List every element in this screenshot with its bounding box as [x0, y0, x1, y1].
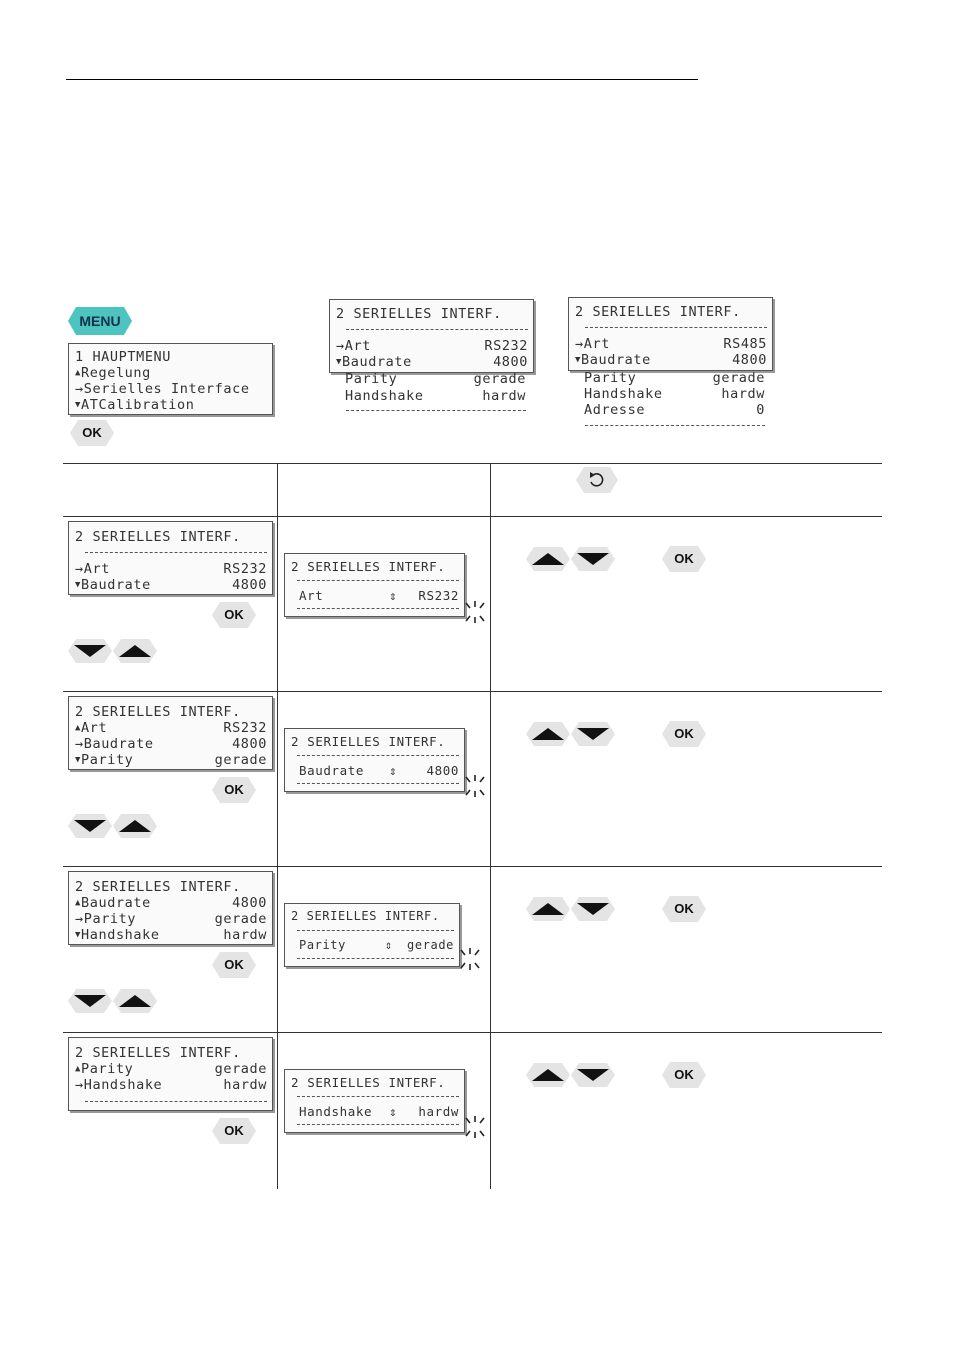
param-value: gerade	[712, 370, 765, 386]
table-border	[63, 866, 882, 867]
param-value: 4800	[232, 736, 267, 752]
updown-icon: ⇕	[389, 588, 398, 603]
cursor-arrow-icon: →	[75, 911, 84, 927]
cursor-arrow-icon: →	[75, 1077, 84, 1093]
blink-icon	[462, 599, 488, 625]
screen-title: 2 SERIELLES INTERF.	[75, 529, 241, 545]
param-value: 4800	[232, 577, 267, 593]
param-value: 4800	[426, 763, 459, 778]
ok-button-label: OK	[674, 551, 694, 566]
ok-button[interactable]	[70, 420, 114, 446]
table-border	[63, 691, 882, 692]
scroll-up-icon: ▲	[75, 1064, 82, 1074]
scroll-up-icon: ▲	[75, 368, 82, 378]
param-label: Baudrate	[299, 763, 365, 778]
menu-button-label: MENU	[79, 313, 121, 329]
ok-button-label: OK	[224, 782, 244, 797]
ok-button[interactable]	[662, 546, 706, 572]
down-button[interactable]	[571, 722, 615, 746]
param-value: hardw	[418, 1104, 459, 1119]
down-button[interactable]	[68, 814, 112, 838]
ok-button-label: OK	[224, 607, 244, 622]
ok-button[interactable]	[212, 1118, 256, 1144]
ok-button[interactable]	[662, 721, 706, 747]
ok-button-label: OK	[674, 726, 694, 741]
param-value: gerade	[473, 371, 526, 387]
param-value: 4800	[232, 895, 267, 911]
param-label: Adresse	[584, 402, 646, 418]
ok-button[interactable]	[662, 896, 706, 922]
scroll-up-icon: ▲	[75, 723, 82, 733]
down-button[interactable]	[571, 547, 615, 571]
blink-icon	[462, 773, 488, 799]
up-button[interactable]	[526, 1063, 570, 1087]
param-label: Art	[81, 720, 108, 736]
screen-title: 2 SERIELLES INTERF.	[291, 909, 440, 923]
param-label: Art	[344, 338, 371, 354]
param-value: hardw	[482, 388, 526, 404]
main-menu-title: 1 HAUPTMENU	[75, 349, 172, 365]
up-button[interactable]	[526, 722, 570, 746]
param-value: gerade	[214, 752, 267, 768]
cursor-arrow-icon: →	[575, 336, 584, 352]
scroll-down-icon: ▼	[75, 755, 82, 765]
down-button[interactable]	[571, 1063, 615, 1087]
param-value: hardw	[223, 927, 267, 943]
serial-interface-screen-rs232	[329, 299, 534, 373]
cursor-arrow-icon: →	[75, 381, 84, 397]
param-value: 4800	[732, 352, 767, 368]
menu-item: Regelung	[81, 365, 151, 381]
screen-title: 2 SERIELLES INTERF.	[291, 1075, 446, 1090]
scroll-down-icon: ▼	[75, 930, 82, 940]
up-button[interactable]	[113, 639, 157, 663]
step-screen	[68, 696, 273, 770]
screen-divider	[346, 410, 526, 411]
menu-item: Serielles Interface	[83, 381, 250, 397]
param-label: Parity	[81, 752, 134, 768]
screen-title: 2 SERIELLES INTERF.	[75, 879, 241, 895]
ok-button-label: OK	[674, 901, 694, 916]
param-label: Baudrate	[342, 354, 412, 370]
param-label: Baudrate	[81, 577, 151, 593]
table-border	[63, 516, 882, 517]
step-screen	[68, 871, 273, 945]
back-button[interactable]	[576, 467, 618, 493]
ok-button[interactable]	[662, 1062, 706, 1088]
table-border	[490, 463, 491, 1189]
param-label: Handshake	[81, 927, 160, 943]
param-value: RS232	[418, 588, 459, 603]
param-label: Handshake	[345, 388, 424, 404]
param-label: Baudrate	[581, 352, 651, 368]
edit-screen	[284, 553, 465, 617]
serial-interface-screen-rs485	[568, 297, 773, 371]
table-border	[277, 463, 278, 1189]
param-value: gerade	[214, 1061, 267, 1077]
param-label: Parity	[81, 1061, 134, 1077]
up-button[interactable]	[526, 547, 570, 571]
cursor-arrow-icon: →	[75, 736, 84, 752]
down-button[interactable]	[68, 639, 112, 663]
param-value: RS232	[484, 338, 528, 354]
cursor-arrow-icon: →	[75, 561, 84, 577]
param-value: 4800	[493, 354, 528, 370]
ok-button-label: OK	[82, 425, 102, 440]
param-value: RS485	[723, 336, 767, 352]
header-rule	[66, 79, 698, 80]
param-label: Art	[583, 336, 610, 352]
param-value: gerade	[407, 938, 454, 952]
table-border	[63, 463, 882, 464]
down-button[interactable]	[571, 897, 615, 921]
menu-button[interactable]	[68, 307, 132, 335]
down-button[interactable]	[68, 989, 112, 1013]
screen-title: 2 SERIELLES INTERF.	[75, 704, 241, 720]
table-border	[63, 1032, 882, 1033]
updown-icon: ⇕	[389, 1104, 398, 1119]
screen-title: 2 SERIELLES INTERF.	[291, 559, 446, 574]
cursor-arrow-icon: →	[336, 338, 345, 354]
param-label: Handshake	[299, 1104, 373, 1119]
ok-button-label: OK	[224, 957, 244, 972]
param-label: Baudrate	[81, 895, 151, 911]
screen-title: 2 SERIELLES INTERF.	[75, 1045, 241, 1061]
ok-button[interactable]	[212, 777, 256, 803]
param-label: Parity	[299, 938, 346, 952]
param-label: Art	[83, 561, 110, 577]
ok-button[interactable]	[212, 952, 256, 978]
up-button[interactable]	[113, 989, 157, 1013]
updown-icon: ⇕	[385, 938, 393, 952]
screen-title: 2 SERIELLES INTERF.	[575, 304, 741, 320]
param-value: hardw	[721, 386, 765, 402]
param-value: RS232	[223, 720, 267, 736]
param-label: Parity	[83, 911, 137, 927]
up-button[interactable]	[113, 814, 157, 838]
param-label: Handshake	[83, 1077, 163, 1093]
param-label: Parity	[584, 370, 637, 386]
scroll-down-icon: ▼	[75, 400, 82, 410]
edit-screen	[284, 728, 465, 792]
menu-item: ATCalibration	[81, 397, 195, 413]
param-label: Baudrate	[83, 736, 154, 752]
param-label: Parity	[345, 371, 398, 387]
scroll-down-icon: ▼	[336, 357, 343, 367]
edit-screen	[284, 1069, 465, 1133]
step-screen	[68, 521, 273, 595]
edit-screen	[284, 903, 460, 967]
param-value: gerade	[214, 911, 267, 927]
scroll-up-icon: ▲	[75, 898, 82, 908]
screen-title: 2 SERIELLES INTERF.	[291, 734, 446, 749]
step-screen	[68, 1037, 273, 1111]
ok-button[interactable]	[212, 602, 256, 628]
ok-button-label: OK	[674, 1067, 694, 1082]
updown-icon: ⇕	[389, 763, 398, 778]
param-value: RS232	[223, 561, 267, 577]
param-value: 0	[756, 402, 765, 418]
param-label: Art	[299, 588, 324, 603]
scroll-down-icon: ▼	[575, 355, 582, 365]
blink-icon	[462, 1114, 488, 1140]
screen-divider	[585, 425, 765, 426]
main-menu-screen	[68, 343, 273, 415]
param-label: Handshake	[584, 386, 663, 402]
scroll-down-icon: ▼	[75, 580, 82, 590]
param-value: hardw	[223, 1077, 267, 1093]
blink-icon	[457, 946, 483, 972]
up-button[interactable]	[526, 897, 570, 921]
screen-title: 2 SERIELLES INTERF.	[336, 306, 502, 322]
ok-button-label: OK	[224, 1123, 244, 1138]
